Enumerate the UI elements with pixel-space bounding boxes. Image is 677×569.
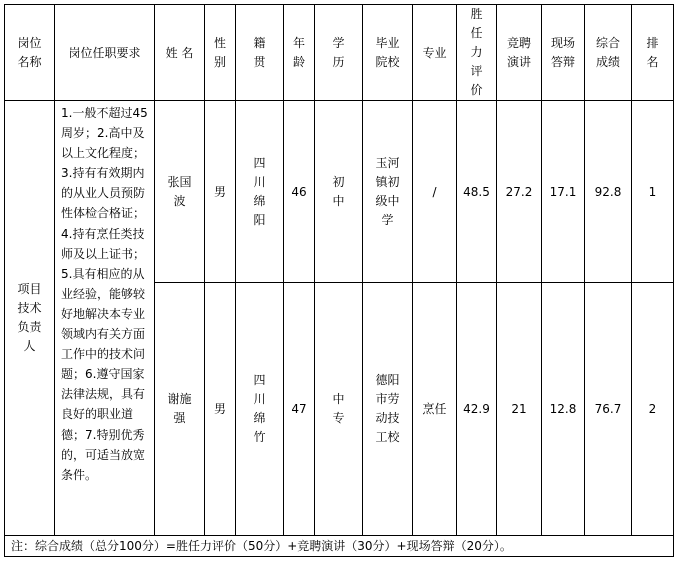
header-speech: 竞聘演讲: [497, 5, 542, 101]
candidate-speech: 21: [497, 283, 542, 536]
header-competency: 胜任力评价: [457, 5, 497, 101]
header-education: 学历: [315, 5, 363, 101]
candidate-gender: 男: [205, 101, 236, 283]
header-school: 毕业院校: [363, 5, 413, 101]
header-name: 姓 名: [155, 5, 205, 101]
header-position: 岗位名称: [5, 5, 55, 101]
candidate-education: 中专: [315, 283, 363, 536]
candidate-name: 张国波: [155, 101, 205, 283]
header-total: 综合成绩: [585, 5, 632, 101]
header-rank: 排名: [632, 5, 674, 101]
note-text: 注：综合成绩（总分100分）=胜任力评价（50分）+竞聘演讲（30分）+现场答辩（20分）。: [5, 536, 674, 557]
candidate-qa: 12.8: [542, 283, 585, 536]
candidate-origin: 四川绵竹: [236, 283, 284, 536]
candidate-school: 玉河镇初级中学: [363, 101, 413, 283]
header-requirements: 岗位任职要求: [55, 5, 155, 101]
candidate-rank: 1: [632, 101, 674, 283]
header-row: [5, 5, 674, 101]
candidate-total: 76.7: [585, 283, 632, 536]
candidate-age: 47: [284, 283, 315, 536]
header-qa: 现场答辩: [542, 5, 585, 101]
table-row: [5, 101, 674, 283]
candidate-major: 烹任: [413, 283, 457, 536]
candidate-gender: 男: [205, 283, 236, 536]
candidate-major: /: [413, 101, 457, 283]
candidate-school: 德阳市劳动技工校: [363, 283, 413, 536]
candidate-competency: 48.5: [457, 101, 497, 283]
candidate-age: 46: [284, 101, 315, 283]
position-cell: 项目技术负责人: [5, 101, 55, 536]
candidate-qa: 17.1: [542, 101, 585, 283]
header-origin: 籍贯: [236, 5, 284, 101]
candidate-rank: 2: [632, 283, 674, 536]
candidate-origin: 四川绵阳: [236, 101, 284, 283]
results-table: [4, 4, 674, 557]
note-row: [5, 536, 674, 557]
candidate-speech: 27.2: [497, 101, 542, 283]
requirements-cell: 1.一般不超过45周岁；2.高中及以上文化程度；3.持有有效期内的从业人员预防性体检合格证；4.持有烹任类技师及以上证书；5.具有相应的从业经验，能够较好地解决本专业领域内有关方面工作中的技术问题；6.遵守国家法律法规，具有良好的职业道德；7.特别优秀的，可适当放宽条件。: [55, 101, 155, 536]
header-major: 专业: [413, 5, 457, 101]
header-gender: 性别: [205, 5, 236, 101]
candidate-competency: 42.9: [457, 283, 497, 536]
candidate-total: 92.8: [585, 101, 632, 283]
header-age: 年龄: [284, 5, 315, 101]
candidate-name: 谢施强: [155, 283, 205, 536]
candidate-education: 初中: [315, 101, 363, 283]
